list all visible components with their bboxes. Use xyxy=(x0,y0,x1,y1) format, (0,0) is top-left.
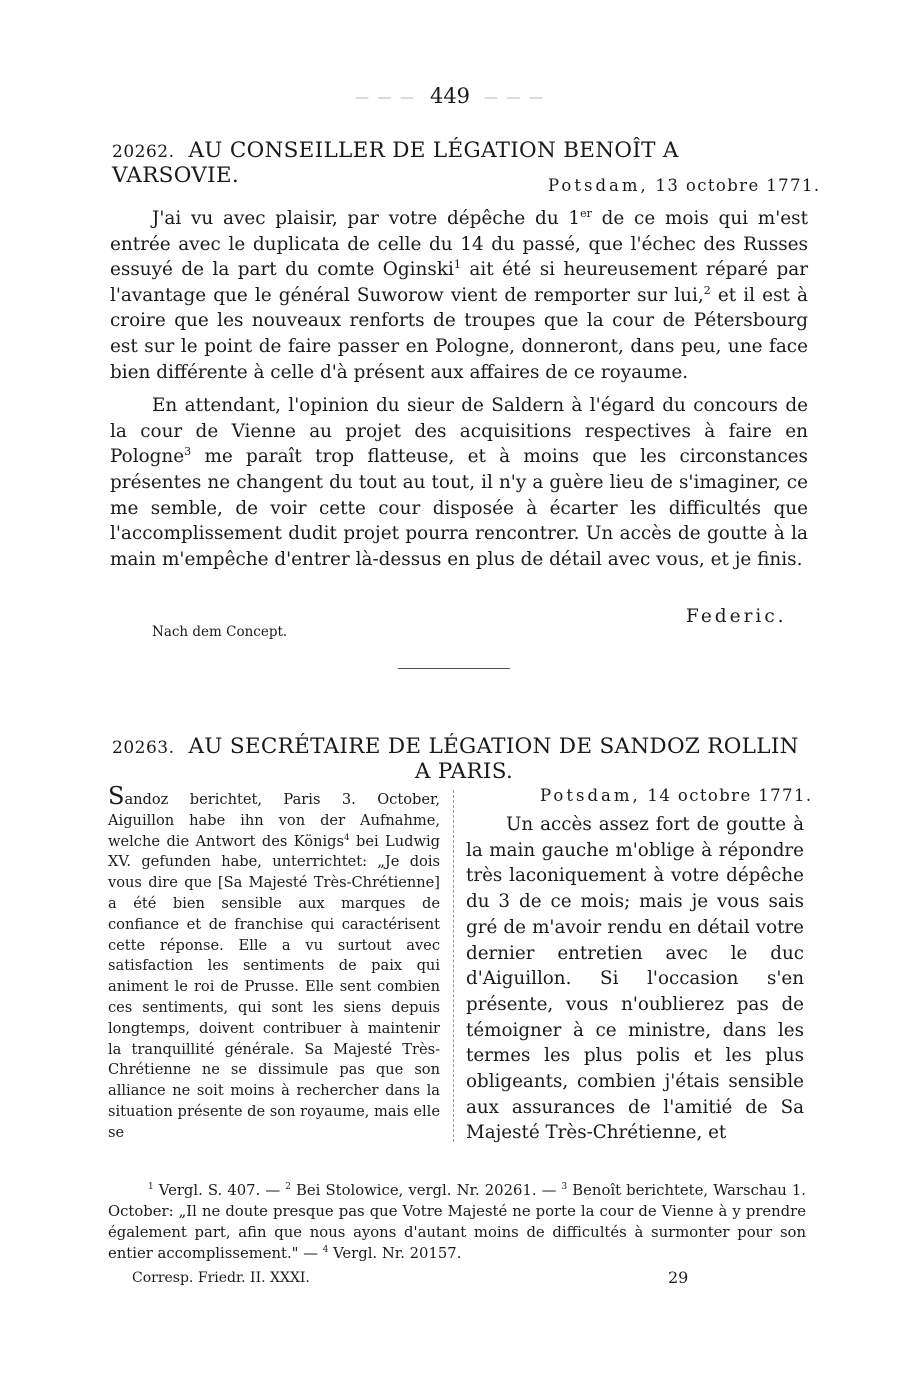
letter-1-signature: Federic. xyxy=(686,606,787,627)
letter-1-title: AU CONSEILLER DE LÉGATION BENOÎT A VARSOVIE. xyxy=(112,138,679,188)
letter-1-number: 20262. xyxy=(112,142,175,162)
footnote-ref-2: 2 xyxy=(703,283,711,297)
letter-1-paragraph-2: En attendant, l'opinion du sieur de Saldern à l'égard du concours de la cour de Vienne au projet des acquisitions respectives à faire en Pologne$^3$ me paraît trop flatteuse, et à moins que les circonstances présentes ne changent du tout au tout, il n'y a guère lieu de s'imaginer, ce me semble, de voir cette cour disposée à écarter les difficultés que l'accomplissement dudit projet pourra rencontrer. Un accès de goutte à la main m'empêche d'entrer là-dessus en plus de détail avec vous, et je finis. xyxy=(110,395,808,570)
letter-2-number: 20263. xyxy=(112,738,175,758)
footer-signature-mark: 29 xyxy=(668,1268,689,1287)
letter-2-heading xyxy=(112,734,812,759)
letter-1-paragraph-1: J'ai vu avec plaisir, par votre dépêche du 1er de ce mois qui m'est entrée avec le duplicata de celle du 14 du passé, que l'échec des Russes essuyé de la part du comte Oginski$^1$ ait été si heureusement réparé par l'avantage que le général Suworow vient de remporter sur lui,$^2$ et il est à croire que les nouveaux renforts de troupes que la cour de Pétersbourg est sur le point de faire passer en Pologne, donneront, dans peu, une face bien différente à celle d'à présent aux affaires de ce royaume. xyxy=(110,206,808,383)
footnotes: $^1$ Vergl. S. 407. — $^2$ Bei Stolowice, vergl. Nr. 20261. — $^3$ Benoît berichtete, Warschau 1. October: „Il ne doute presque pas que Votre Majesté ne porte la cour de Vienne à y prendre également part, afin que nous ayons d'autant moins de difficultés à surmonter pour son entier accomplissement." — $^4$ Vergl. Nr. 20157. xyxy=(108,1182,806,1262)
page-number: — — — 449 — — — xyxy=(355,84,545,108)
letter-1-dateline: Potsdam, 13 octobre 1771. xyxy=(548,176,821,195)
letter-2-title-line-1: AU SECRÉTAIRE DE LÉGATION DE SANDOZ ROLLIN xyxy=(188,734,799,759)
letter-2-title-line-2: A PARIS. xyxy=(414,759,514,784)
footnote-ref-3: 3 xyxy=(184,445,192,459)
footnote-ref-4: 4 xyxy=(343,832,350,843)
drop-cap: S xyxy=(108,782,125,810)
footnote-ref-1: 1 xyxy=(453,258,461,272)
letter-2-dateline: Potsdam, 14 octobre 1771. xyxy=(540,786,813,805)
letter-1-source-note: Nach dem Concept. xyxy=(152,624,288,640)
footer-publication: Corresp. Friedr. II. XXXI. xyxy=(132,1270,310,1286)
letter-2-body-column: Un accès assez fort de goutte à la main gauche m'oblige à répondre très laconiquement à votre dépêche du 3 de ce mois; mais je vous sais gré de m'avoir rendu en détail votre dernier entretien avec le duc d'Aiguillon. Si l'occasion s'en présente, vous n'oublierez pas de témoigner à ce ministre, dans les termes les plus polis et les plus obligeants, combien j'étais sensible aux assurances de l'amitié de Sa Majesté Très-Chrétienne, et xyxy=(466,814,804,1144)
column-divider xyxy=(453,790,454,1142)
letter-1-body xyxy=(110,206,808,572)
letter-2-summary-column: Sandoz berichtet, Paris 3. October, Aiguillon habe ihn von der Aufnahme, welche die Antwort des Königs$^4$ bei Ludwig XV. gefunden habe, unterrichtet: „Je dois vous dire que [Sa Majesté Très-Chrétienne] a été bien sensible aux marques de confiance et de franchise qui caractérisent cette réponse. Elle a vu surtout avec satisfaction les sentiments de paix qui animent le roi de Prusse. Elle sent combien ces sentiments, qui sont les siens depuis longtemps, doivent contribuer à maintenir la tranquillité générale. Sa Majesté Très-Chrétienne ne se dissimule pas que son alliance ne soit moins à rechercher dans la situation présente de son royaume, mais elle se xyxy=(108,782,440,1141)
section-divider xyxy=(398,668,510,669)
